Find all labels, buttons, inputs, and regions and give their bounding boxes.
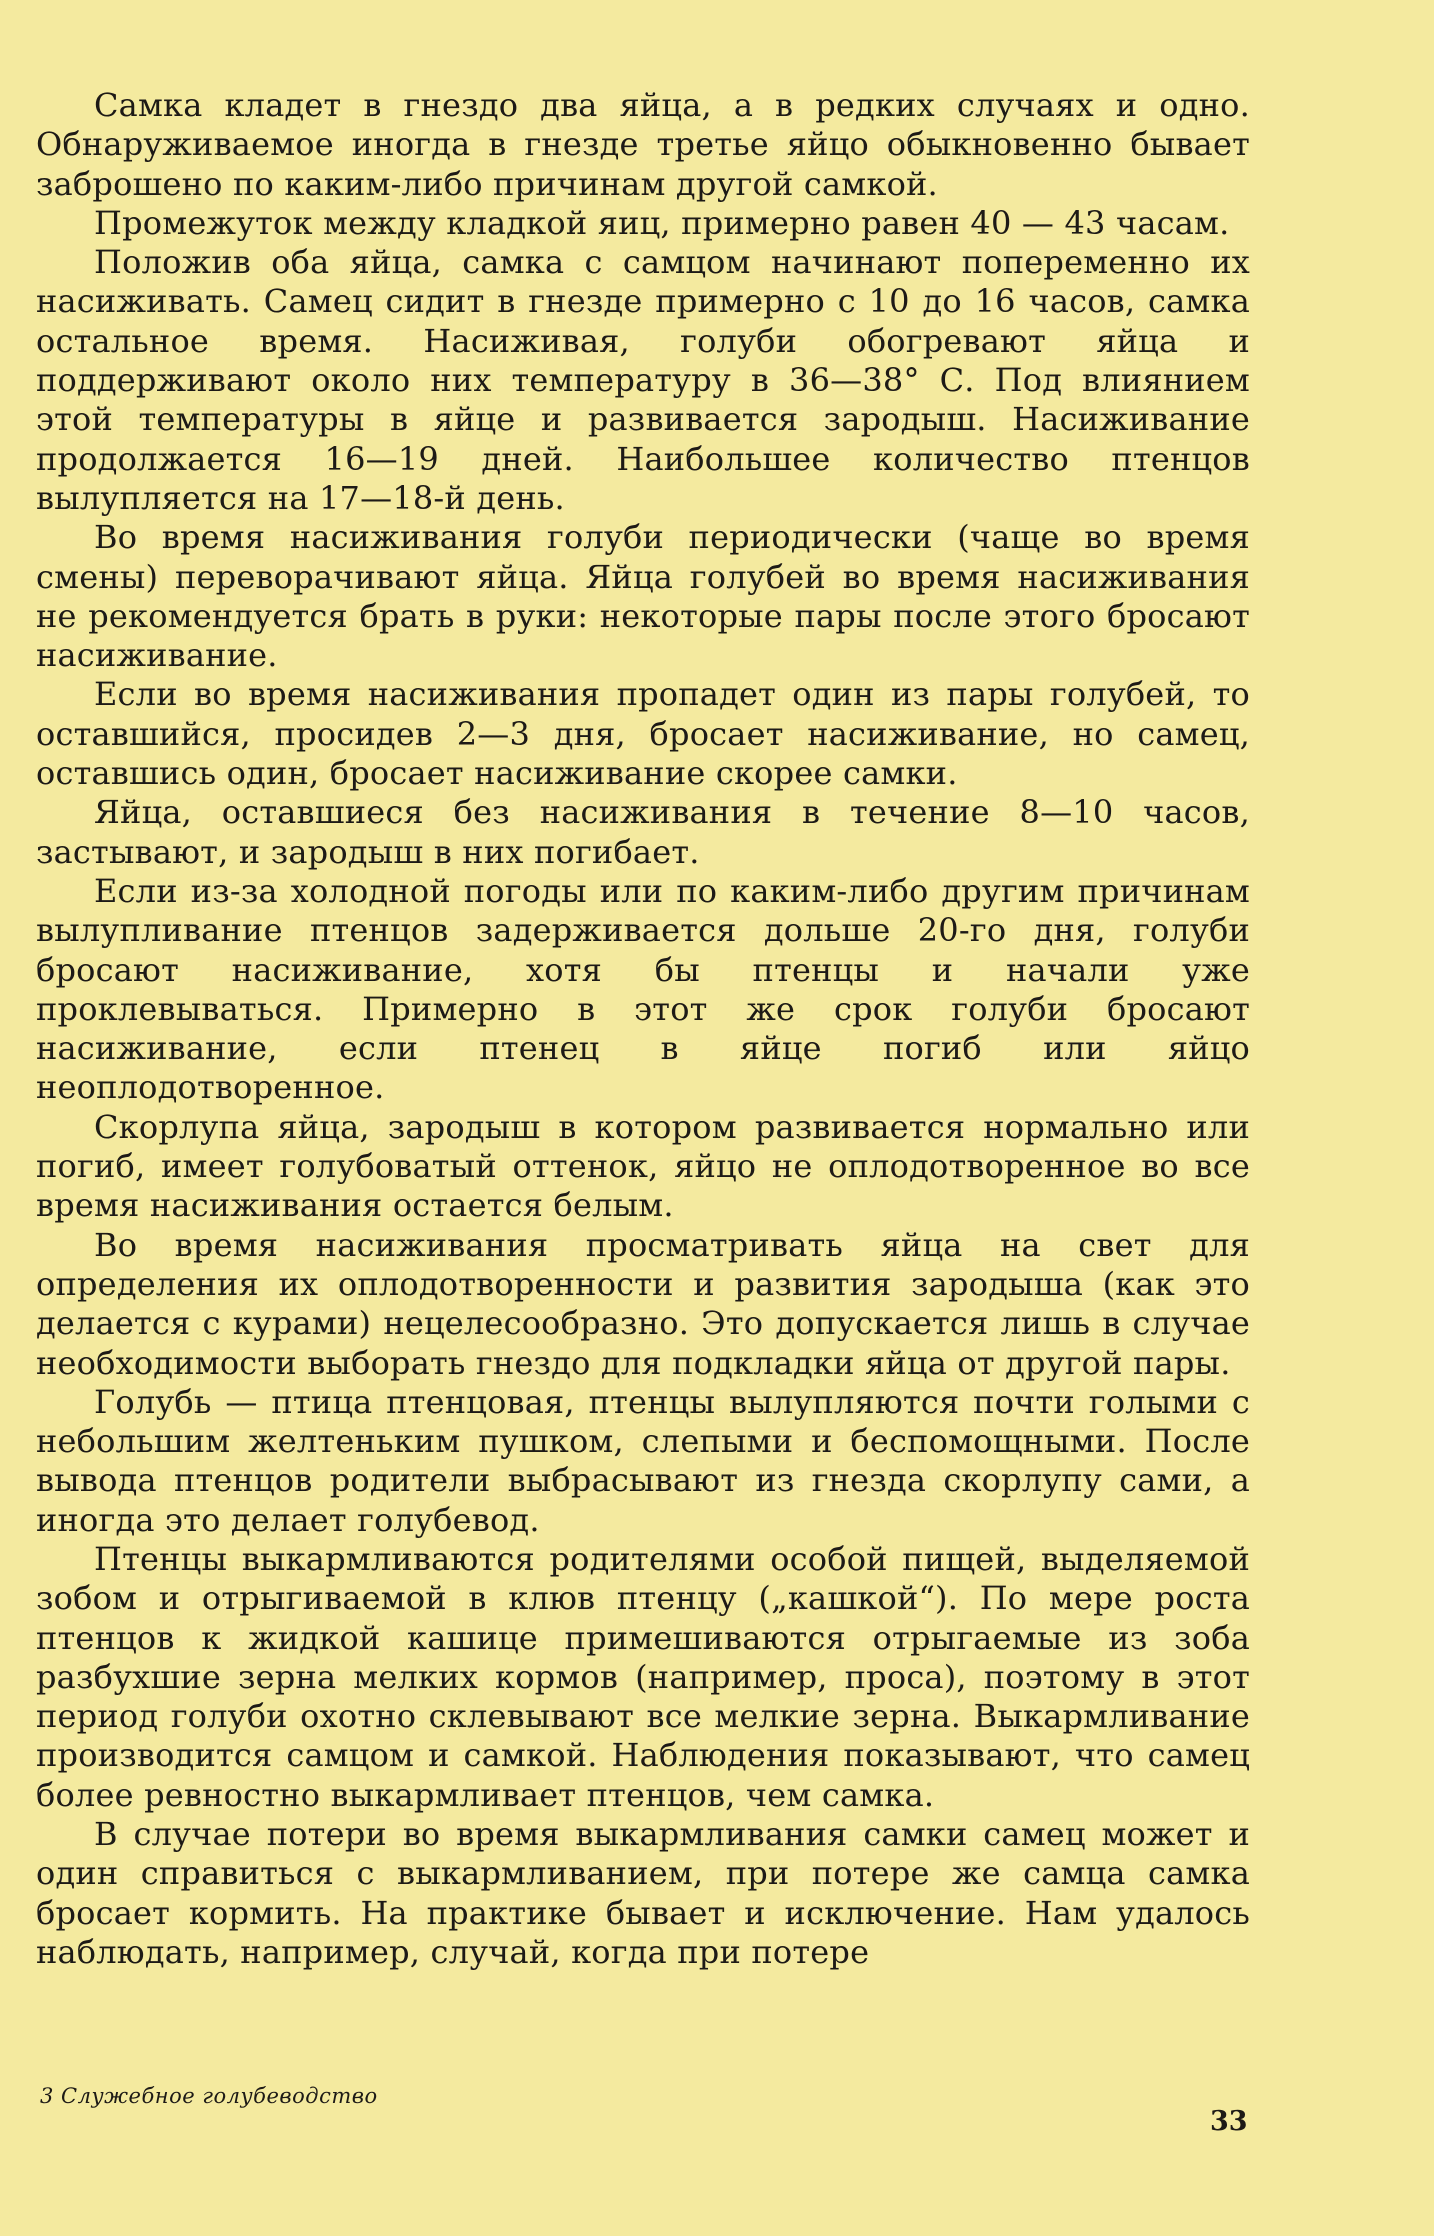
paragraph: Если из-за холодной погоды или по каким-либо другим причинам вылупливание птенцов задерживается дольше 20-го дня, голуби бросают насиживание, хотя бы птенцы и начали уже проклевываться. Примерно в этот же срок голуби бросают насиживание, если птенец в яйце погиб или яйцо неоплодотворенное. (36, 871, 1250, 1107)
paragraph: Положив оба яйца, самка с самцом начинают попеременно их насиживать. Самец сидит в гнезде примерно с 10 до 16 часов, самка остальное время. Насиживая, голуби обогревают яйца и поддерживают около них температуру в 36—38° С. Под влиянием этой температуры в яйце и развивается зародыш. Насиживание продолжается 16—19 дней. Наибольшее количество птенцов вылупляется на 17—18-й день. (36, 243, 1250, 517)
paragraph: Скорлупа яйца, зародыш в котором развивается нормально или погиб, имеет голубоватый оттенок, яйцо не оплодотворенное во все время насиживания остается белым. (36, 1107, 1250, 1225)
paragraph: Во время насиживания просматривать яйца на свет для определения их оплодотворенности и развития зародыша (как это делается с курами) нецелесообразно. Это допускается лишь в случае необходимости выборать гнездо для подкладки яйца от другой пары. (36, 1225, 1250, 1382)
paragraph: Во время насиживания голуби периодически (чаще во время смены) переворачивают яйца. Яйца голубей во время насиживания не рекомендуется брать в руки: некоторые пары после этого бросают насиживание. (36, 518, 1250, 675)
paragraph: Если во время насиживания пропадет один из пары голубей, то оставшийся, просидев 2—3 дня, бросает насиживание, но самец, оставшись один, бросает насиживание скорее самки. (36, 675, 1250, 793)
signature-mark: 3 Служебное голубеводство (40, 2084, 378, 2108)
paragraph: В случае потери во время выкармливания самки самец может и один справиться с выкармливанием, при потере же самца самка бросает кормить. На практике бывает и исключение. Нам удалось наблюдать, например, случай, когда при потере (36, 1815, 1250, 1971)
paragraph: Промежуток между кладкой яиц, примерно равен 40 — 43 часам. (94, 203, 1230, 242)
page-number: 33 (1210, 2106, 1248, 2137)
paragraph: Птенцы выкармливаются родителями особой пищей, выделяемой зобом и отрыгиваемой в клюв птенцу („кашкой“). По мере роста птенцов к жидкой кашице примешиваются отрыгаемые из зоба разбухшие зерна мелких кормов (например, проса), поэтому в этот период голуби охотно склевывают все мелкие зерна. Выкармливание производится самцом и самкой. Наблюдения показывают, что самец более ревностно выкармливает птенцов, чем самка. (36, 1539, 1250, 1814)
paragraph: Яйца, оставшиеся без насиживания в течение 8—10 часов, застывают, и зародыш в них погибает. (36, 793, 1250, 871)
paragraph: Голубь — птица птенцовая, птенцы вылупляются почти голыми с небольшим желтеньким пушком, слепыми и беспомощными. После вывода птенцов родители выбрасывают из гнезда скорлупу сами, а иногда это делает голубевод. (36, 1382, 1250, 1539)
paragraph: Самка кладет в гнездо два яйца, а в редких случаях и одно. Обнаруживаемое иногда в гнезде третье яйцо обыкновенно бывает заброшено по каким-либо причинам другой самкой. (36, 86, 1250, 203)
body-text (36, 86, 1250, 1972)
